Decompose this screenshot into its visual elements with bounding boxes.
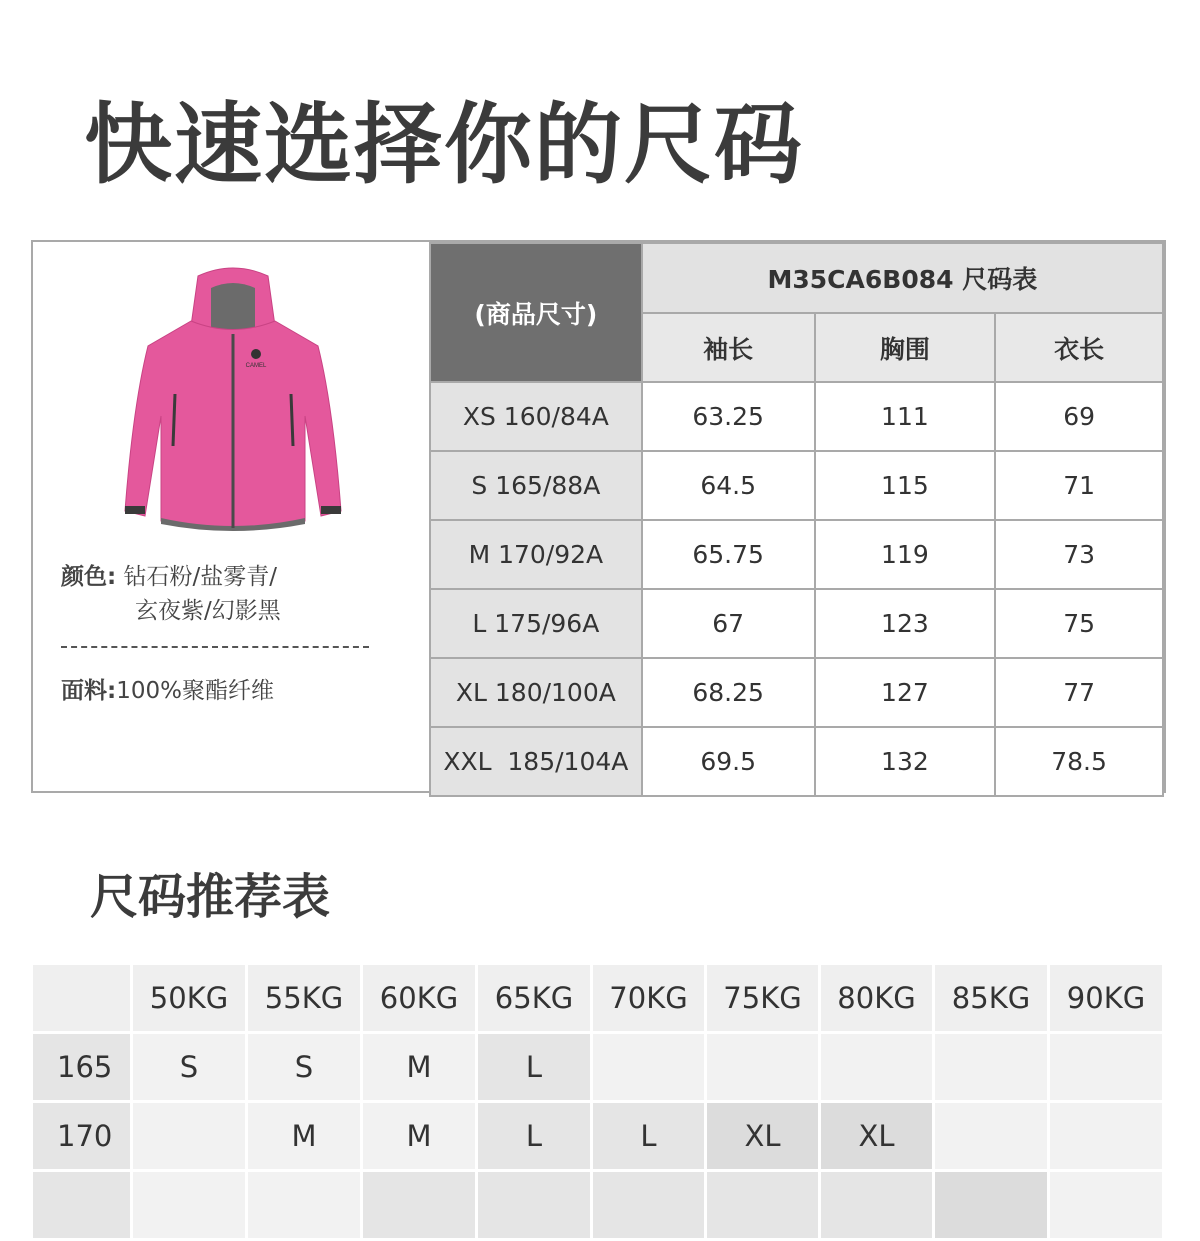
size-cell: XL: [707, 1103, 818, 1169]
height-label: [33, 1172, 130, 1238]
col-sleeve: 袖长: [642, 313, 815, 382]
size-cell: [821, 1172, 932, 1238]
size-cell: S: [248, 1034, 360, 1100]
size-cell: [1050, 1034, 1162, 1100]
size-cell: [935, 1172, 1047, 1238]
size-cell: [363, 1172, 475, 1238]
size-row: [430, 382, 1163, 451]
size-cell: M: [248, 1103, 360, 1169]
size-row: [430, 727, 1163, 796]
corner-cell: [33, 965, 130, 1031]
length-value: 73: [995, 520, 1163, 589]
size-cell: M: [363, 1034, 475, 1100]
chest-value: 111: [815, 382, 996, 451]
length-value: 75: [995, 589, 1163, 658]
fabric-label: 面料:: [61, 678, 117, 704]
size-cell: [248, 1172, 360, 1238]
height-label: 165: [33, 1034, 130, 1100]
page-title: 快速选择你的尺码: [84, 93, 805, 196]
size-row: [430, 520, 1163, 589]
size-cell: [133, 1103, 245, 1169]
size-cell: [935, 1103, 1047, 1169]
length-value: 78.5: [995, 727, 1163, 796]
size-header: (商品尺寸): [430, 243, 642, 382]
size-cell: [935, 1034, 1047, 1100]
chest-value: 123: [815, 589, 996, 658]
sleeve-value: 69.5: [642, 727, 815, 796]
height-row: [33, 1034, 1162, 1100]
size-chart-section: [31, 240, 1166, 793]
size-cell: L: [478, 1034, 590, 1100]
weight-header: 65KG: [478, 965, 590, 1031]
size-cell: S: [133, 1034, 245, 1100]
chest-value: 119: [815, 520, 996, 589]
size-cell: [478, 1172, 590, 1238]
size-cell: L: [593, 1103, 704, 1169]
size-row: [430, 658, 1163, 727]
size-cell: [707, 1034, 818, 1100]
chest-value: 132: [815, 727, 996, 796]
color-values-2: 玄夜紫/幻影黑: [135, 598, 281, 624]
size-cell: [1050, 1103, 1162, 1169]
size-label: XL 180/100A: [430, 658, 642, 727]
col-length: 衣长: [995, 313, 1163, 382]
color-values-1: 钻石粉/盐雾青/: [123, 564, 278, 590]
weight-header-row: [33, 965, 1162, 1031]
length-value: 77: [995, 658, 1163, 727]
fabric-value: 100%聚酯纤维: [116, 678, 274, 704]
size-label: XXL 185/104A: [430, 727, 642, 796]
brand-logo: CAMEL: [245, 363, 267, 369]
sleeve-value: 64.5: [642, 451, 815, 520]
weight-header: 50KG: [133, 965, 245, 1031]
size-cell: [1050, 1172, 1162, 1238]
height-row-partial: [33, 1172, 1162, 1238]
size-label: S 165/88A: [430, 451, 642, 520]
chest-value: 115: [815, 451, 996, 520]
size-cell: [133, 1172, 245, 1238]
sleeve-value: 63.25: [642, 382, 815, 451]
length-value: 71: [995, 451, 1163, 520]
size-cell: [707, 1172, 818, 1238]
size-label: XS 160/84A: [430, 382, 642, 451]
fabric-info: [61, 672, 274, 705]
size-label: L 175/96A: [430, 589, 642, 658]
size-row: [430, 451, 1163, 520]
weight-header: 55KG: [248, 965, 360, 1031]
col-chest: 胸围: [815, 313, 996, 382]
chest-value: 127: [815, 658, 996, 727]
sleeve-value: 65.75: [642, 520, 815, 589]
size-table: [429, 242, 1164, 797]
size-cell: L: [478, 1103, 590, 1169]
sleeve-value: 67: [642, 589, 815, 658]
size-cell: M: [363, 1103, 475, 1169]
size-chart-title: M35CA6B084 尺码表: [642, 243, 1163, 313]
weight-header: 75KG: [707, 965, 818, 1031]
color-label: 颜色:: [61, 564, 117, 590]
weight-header: 60KG: [363, 965, 475, 1031]
size-cell: [821, 1034, 932, 1100]
color-info: [61, 560, 281, 628]
recommend-table: [30, 962, 1165, 1241]
weight-header: 70KG: [593, 965, 704, 1031]
recommend-title: 尺码推荐表: [90, 869, 331, 925]
weight-header: 80KG: [821, 965, 932, 1031]
size-cell: XL: [821, 1103, 932, 1169]
weight-header: 90KG: [1050, 965, 1162, 1031]
sleeve-value: 68.25: [642, 658, 815, 727]
size-row: [430, 589, 1163, 658]
jacket-image: [103, 266, 363, 536]
size-label: M 170/92A: [430, 520, 642, 589]
product-panel: [33, 242, 429, 791]
height-label: 170: [33, 1103, 130, 1169]
size-cell: [593, 1034, 704, 1100]
divider: [61, 646, 369, 648]
height-row: [33, 1103, 1162, 1169]
weight-header: 85KG: [935, 965, 1047, 1031]
size-cell: [593, 1172, 704, 1238]
length-value: 69: [995, 382, 1163, 451]
